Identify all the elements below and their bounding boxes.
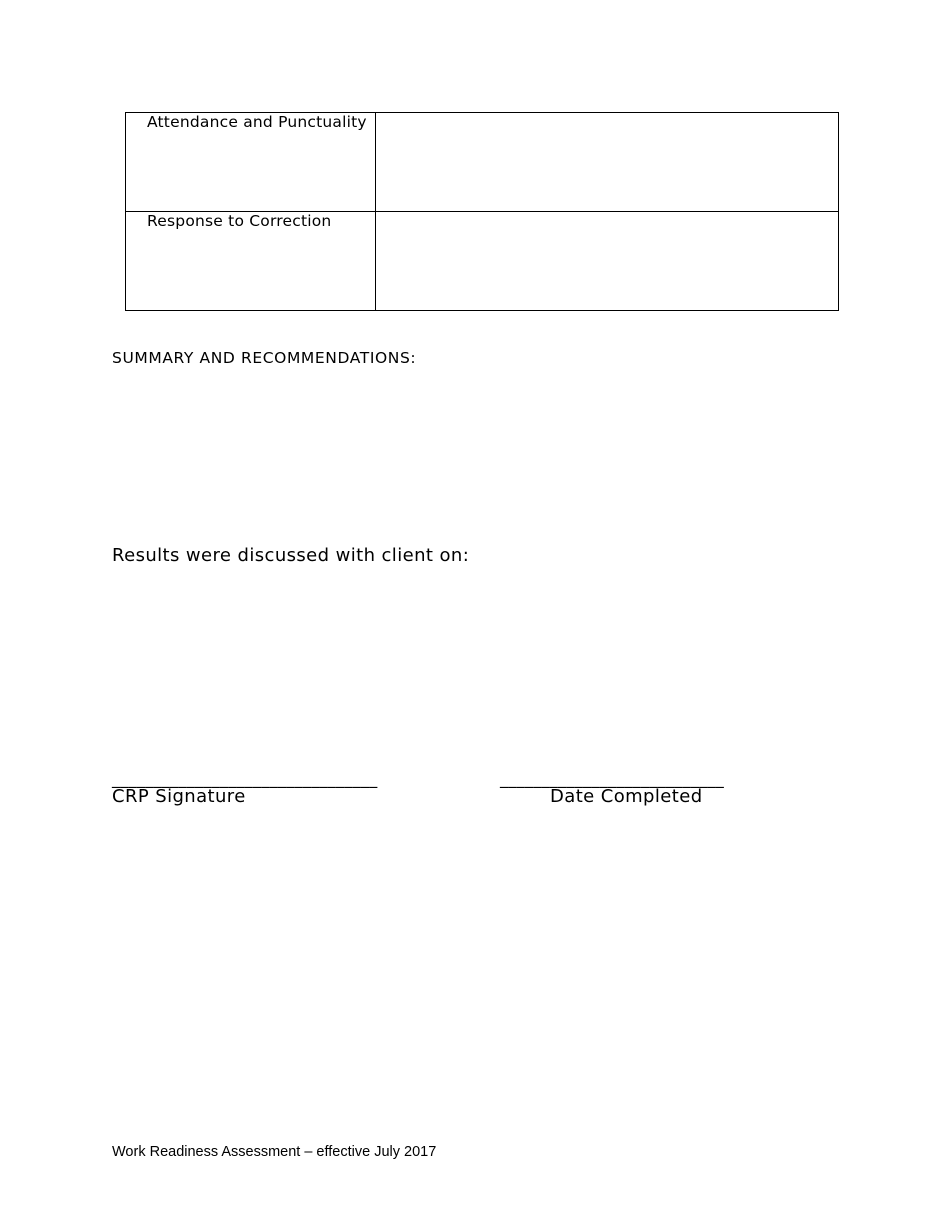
row-value-attendance[interactable] — [376, 113, 839, 212]
date-completed-line[interactable]: ___________________________ — [500, 769, 725, 788]
page-footer: Work Readiness Assessment – effective July 2017 — [112, 1144, 437, 1160]
date-completed-label: Date Completed — [550, 786, 703, 807]
row-label-response: Response to Correction — [126, 212, 376, 311]
crp-signature-label: CRP Signature — [112, 786, 246, 807]
row-value-response[interactable] — [376, 212, 839, 311]
row-label-attendance: Attendance and Punctuality — [126, 113, 376, 212]
crp-signature-line[interactable]: ________________________________ — [112, 769, 378, 788]
table-row — [126, 113, 839, 212]
summary-heading: SUMMARY AND RECOMMENDATIONS: — [112, 349, 417, 367]
results-discussed-text: Results were discussed with client on: — [112, 545, 470, 566]
table-row — [126, 212, 839, 311]
evaluation-table — [125, 112, 839, 311]
